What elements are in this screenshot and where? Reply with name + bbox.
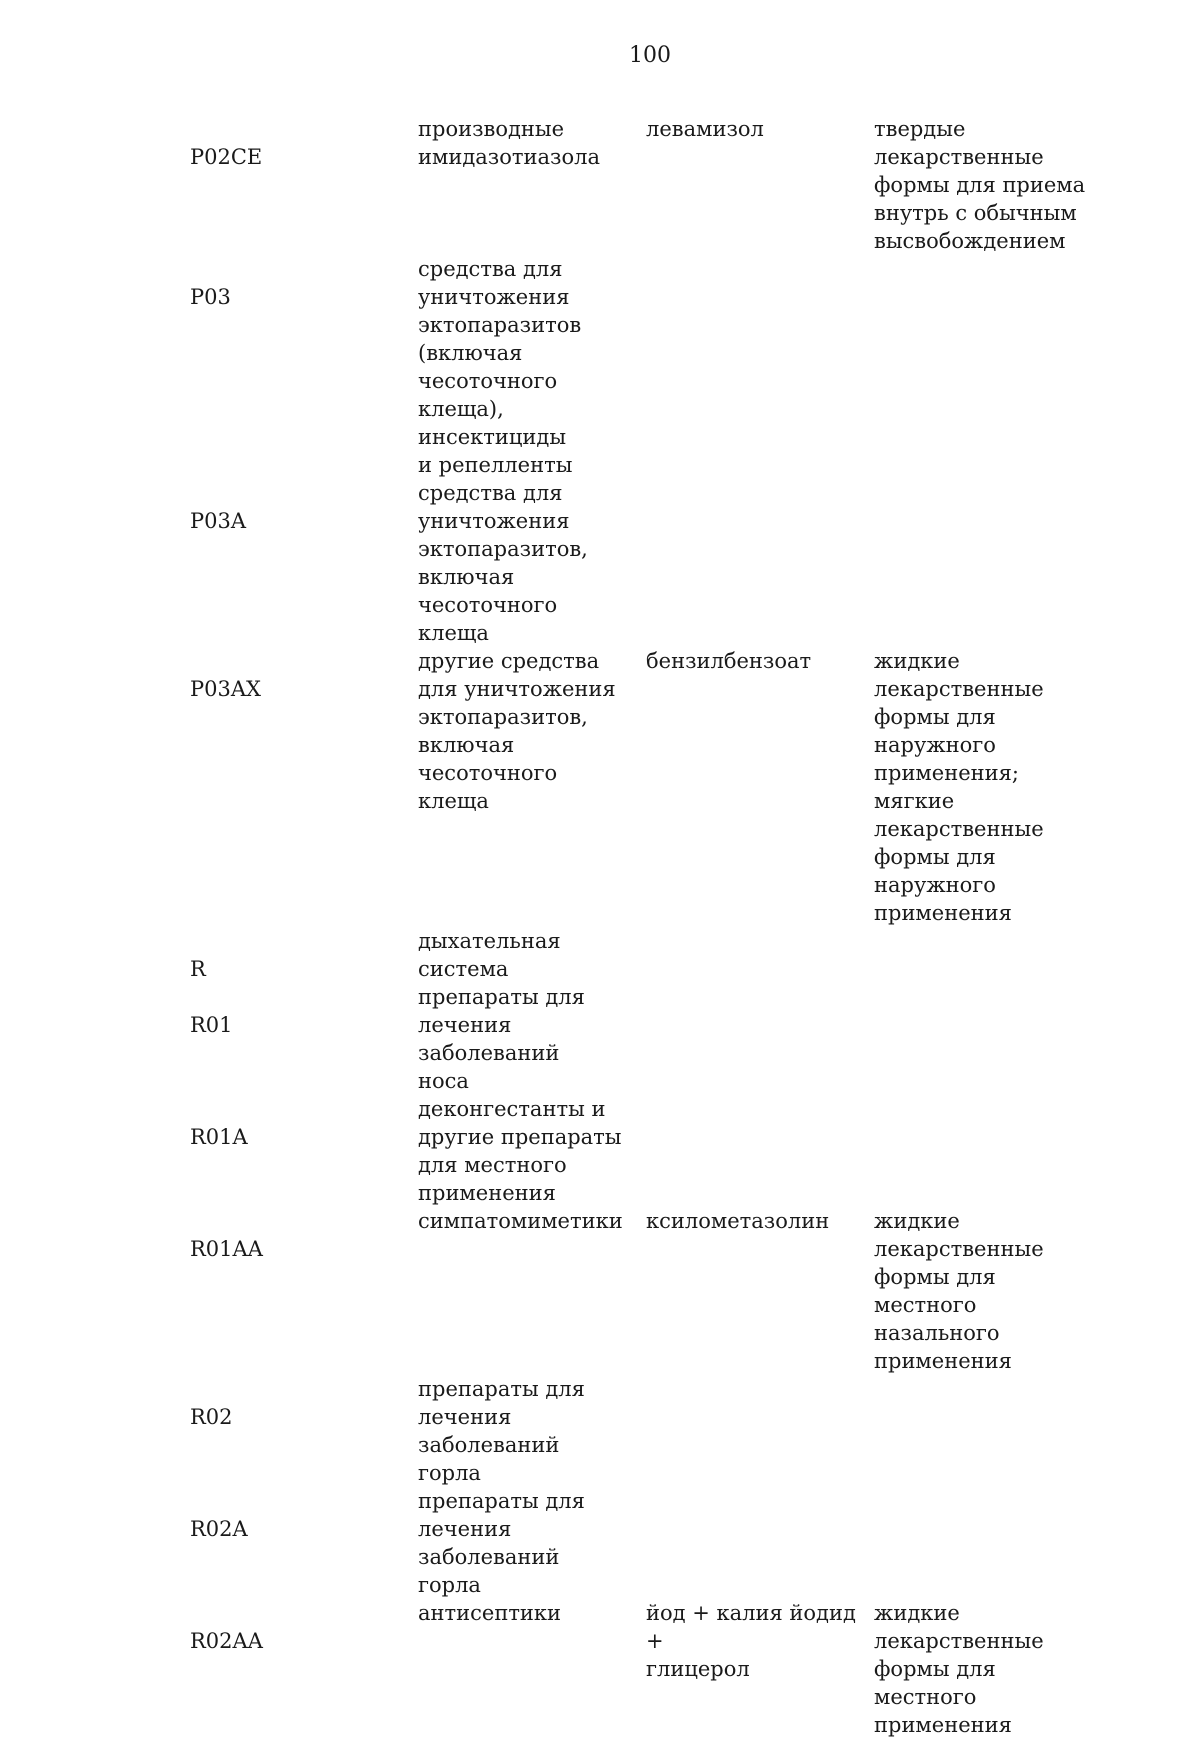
atc-code: R02A [190, 1517, 248, 1541]
anatomical-therapeutic-group: препараты для лечения заболеваний носа [418, 985, 585, 1093]
dosage-form: жидкие лекарственные формы для местного назального применения [874, 1209, 1044, 1373]
atc-code: R01AA [190, 1237, 263, 1261]
table-row [190, 115, 1090, 255]
anatomical-therapeutic-group: производные имидазотиазола [418, 117, 600, 169]
atc-code: R02AA [190, 1629, 263, 1653]
atc-code: P02CE [190, 145, 263, 169]
page-number: 100 [629, 43, 671, 68]
anatomical-therapeutic-group: средства для уничтожения эктопаразитов, включая чесоточного клеща [418, 481, 588, 645]
table-row [190, 983, 1090, 1095]
anatomical-therapeutic-group: препараты для лечения заболеваний горла [418, 1377, 585, 1485]
atc-code: R01 [190, 1013, 233, 1037]
anatomical-therapeutic-group: препараты для лечения заболеваний горла [418, 1489, 585, 1597]
dosage-form: жидкие лекарственные формы для местного применения [874, 1601, 1044, 1737]
table-row [190, 927, 1090, 983]
anatomical-therapeutic-group: антисептики [418, 1601, 562, 1625]
table-row [190, 255, 1090, 479]
drug-name: бензилбензоат [646, 649, 812, 673]
atc-code: R01A [190, 1125, 248, 1149]
table-row [190, 1599, 1090, 1739]
table-row [190, 479, 1090, 647]
drug-name: ксилометазолин [646, 1209, 830, 1233]
table-row [190, 1375, 1090, 1487]
anatomical-therapeutic-group: симпатомиметики [418, 1209, 623, 1233]
dosage-form: твердые лекарственные формы для приема внутрь с обычным высвобождением [874, 117, 1086, 253]
atc-code: P03 [190, 285, 231, 309]
table-row [190, 1207, 1090, 1375]
drug-name: йод + калия йодид + глицерол [646, 1601, 856, 1681]
anatomical-therapeutic-group: дыхательная система [418, 929, 561, 981]
table-row [190, 1095, 1090, 1207]
table-row [190, 1487, 1090, 1599]
drug-table [190, 115, 1090, 1739]
dosage-form: жидкие лекарственные формы для наружного применения; мягкие лекарственные формы для наружного применения [874, 649, 1044, 925]
anatomical-therapeutic-group: средства для уничтожения эктопаразитов (включая чесоточного клеща), инсектициды и репелленты [418, 257, 582, 477]
atc-code: R [190, 957, 206, 981]
atc-code: R02 [190, 1405, 233, 1429]
anatomical-therapeutic-group: другие средства для уничтожения эктопаразитов, включая чесоточного клеща [418, 649, 616, 813]
atc-code: P03AX [190, 677, 261, 701]
drug-name: левамизол [646, 117, 764, 141]
atc-code: P03A [190, 509, 247, 533]
anatomical-therapeutic-group: деконгестанты и другие препараты для местного применения [418, 1097, 622, 1205]
table-row [190, 647, 1090, 927]
